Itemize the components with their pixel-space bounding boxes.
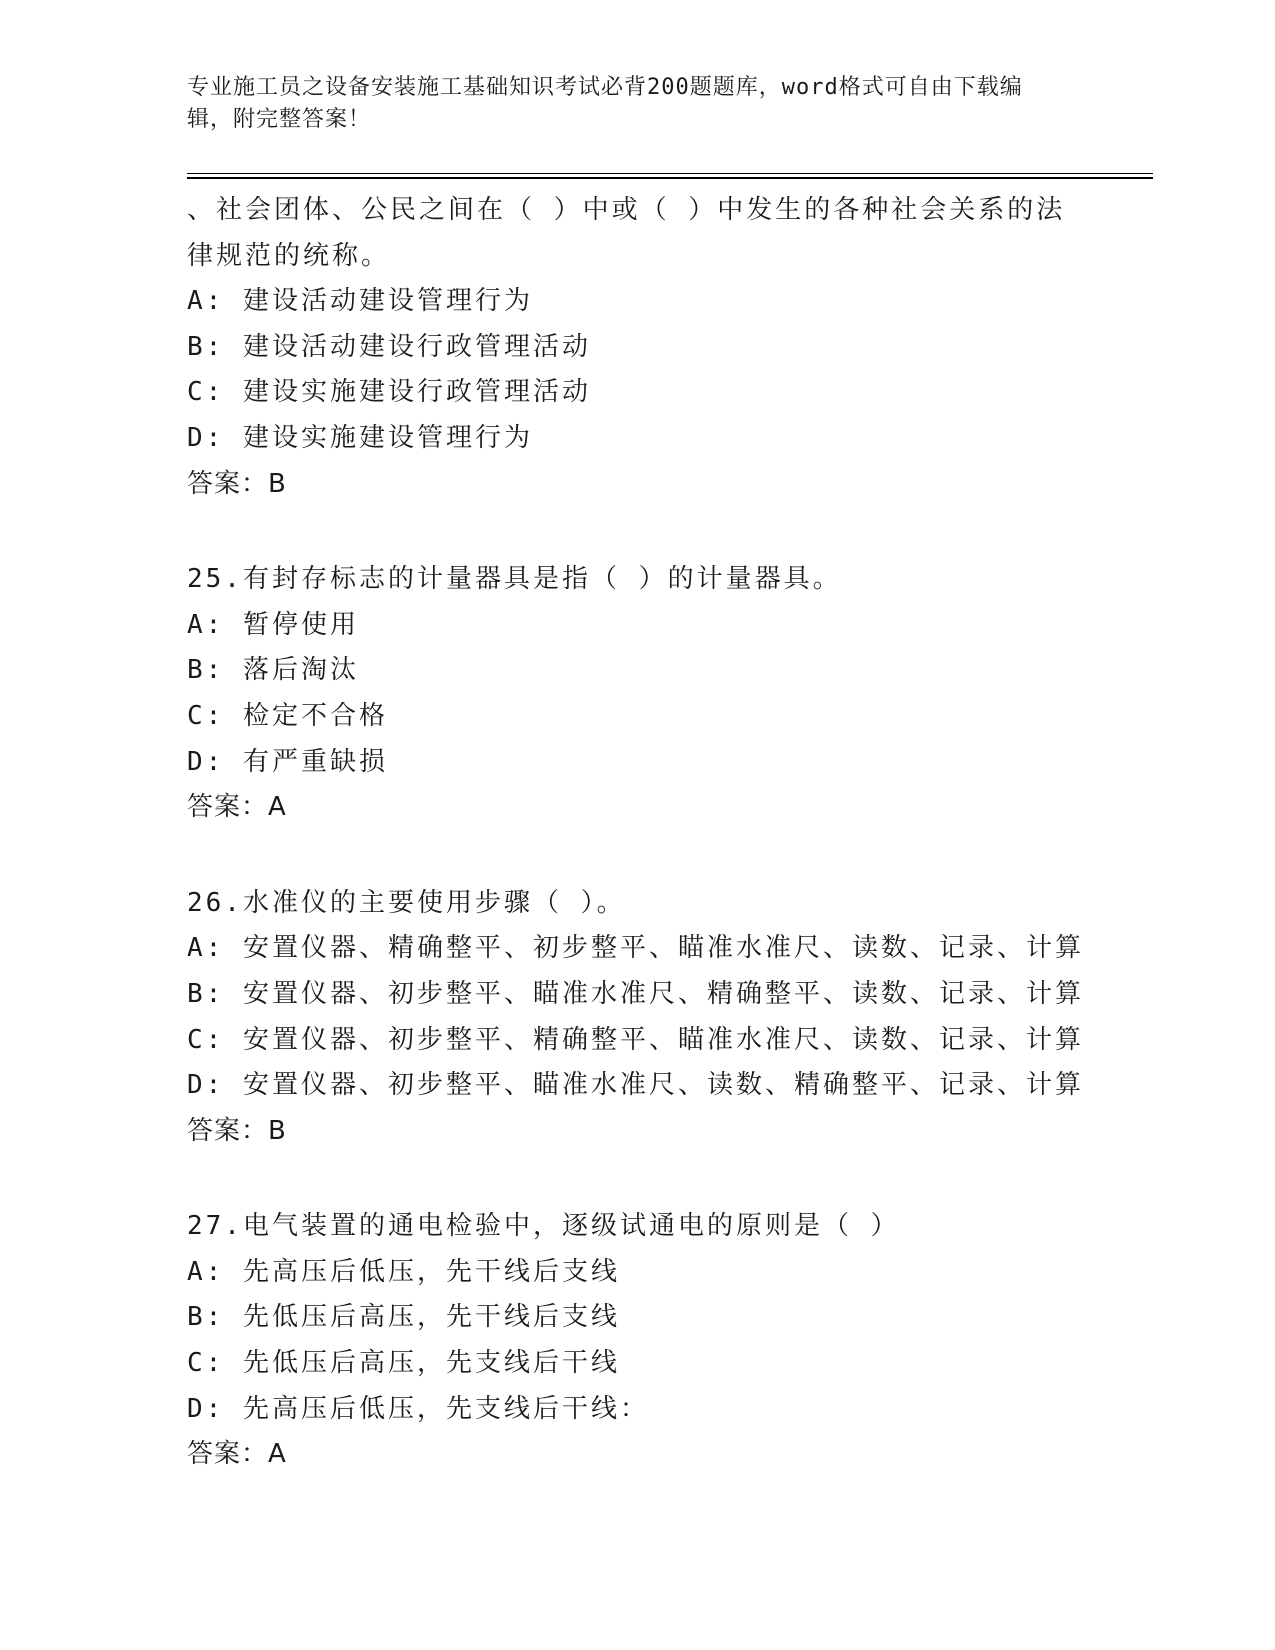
question-stem-line: 、社会团体、公民之间在（ ）中或（ ）中发生的各种社会关系的法 [187, 195, 1066, 225]
option-b: B: 先低压后高压，先干线后支线 [187, 1302, 620, 1333]
option-a: A: 先高压后低压，先干线后支线 [187, 1256, 620, 1287]
answer-line: 答案：A [187, 1439, 287, 1470]
option-c: C: 安置仪器、初步整平、精确整平、瞄准水准尺、读数、记录、计算 [187, 1024, 1084, 1055]
option-d: D: 有严重缺损 [187, 746, 388, 777]
option-b: B: 落后淘汰 [187, 655, 359, 686]
answer-line: 答案：B [187, 468, 287, 499]
question-gap [187, 1154, 1087, 1204]
question-26 [187, 881, 1087, 1155]
option-c: C: 检定不合格 [187, 700, 388, 731]
header-rule-bottom [187, 177, 1153, 179]
option-b: B: 安置仪器、初步整平、瞄准水准尺、精确整平、读数、记录、计算 [187, 978, 1084, 1009]
document-header [187, 72, 1067, 136]
question-stem-line: 律规范的统称。 [187, 240, 391, 271]
question-25 [187, 557, 1087, 831]
header-rule-top [187, 173, 1153, 174]
option-a: A: 安置仪器、精确整平、初步整平、瞄准水准尺、读数、记录、计算 [187, 933, 1084, 964]
option-c: C: 先低压后高压，先支线后干线 [187, 1348, 620, 1379]
question-stem: 26.水准仪的主要使用步骤（ ）。 [187, 887, 626, 918]
question-stem: 27.电气装置的通电检验中，逐级试通电的原则是（ ） [187, 1211, 900, 1242]
header-title: 专业施工员之设备安装施工基础知识考试必背200题题库，word格式可自由下载编辑，附完整答案！ [187, 75, 1023, 132]
question-gap [187, 507, 1087, 557]
answer-line: 答案：A [187, 792, 287, 823]
option-d: D: 先高压后低压，先支线后干线： [187, 1393, 649, 1424]
question-27 [187, 1204, 1087, 1478]
option-b: B: 建设活动建设行政管理活动 [187, 331, 591, 362]
question-list [187, 188, 1087, 1478]
answer-line: 答案：B [187, 1115, 287, 1146]
question-gap [187, 831, 1087, 881]
option-d: D: 安置仪器、初步整平、瞄准水准尺、读数、精确整平、记录、计算 [187, 1070, 1084, 1101]
option-c: C: 建设实施建设行政管理活动 [187, 377, 591, 408]
option-a: A: 暂停使用 [187, 609, 359, 640]
option-d: D: 建设实施建设管理行为 [187, 422, 533, 453]
question-stem: 25.有封存标志的计量器具是指（ ）的计量器具。 [187, 564, 842, 595]
question-24-continued [187, 188, 1087, 507]
option-a: A: 建设活动建设管理行为 [187, 286, 533, 317]
